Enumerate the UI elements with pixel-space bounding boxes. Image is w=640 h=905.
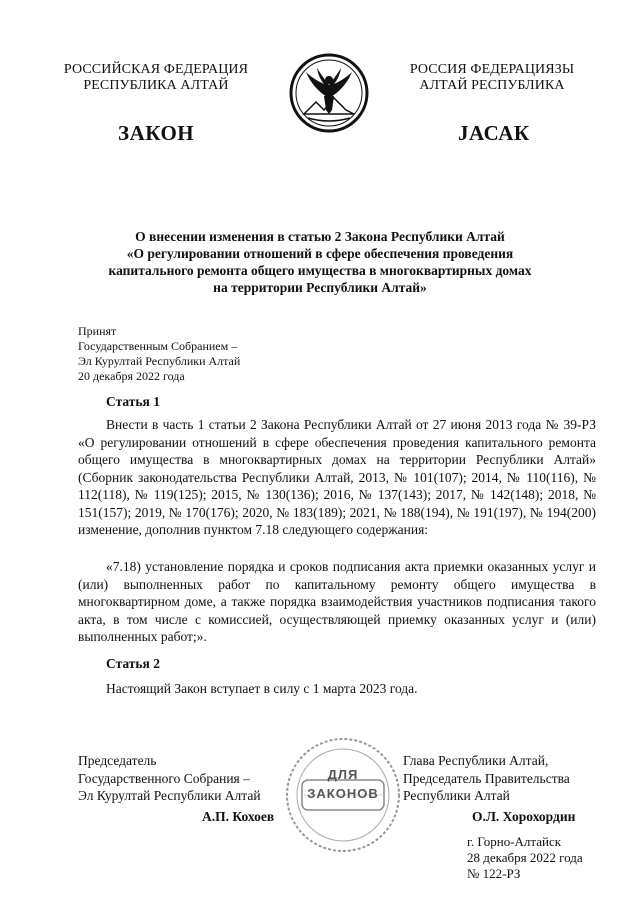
header-right-line1: РОССИЯ ФЕДЕРАЦИЯЗЫ	[409, 62, 575, 77]
signature-right-line1: Глава Республики Алтай,	[403, 753, 549, 768]
article-2-paragraph-1: Настоящий Закон вступает в силу с 1 марта 2023 года.	[106, 681, 418, 696]
signature-right-name: О.Л. Хорохордин	[472, 809, 576, 824]
adopted-line2: Государственным Собранием –	[78, 339, 238, 353]
document-title-line3: капитального ремонта общего имущества в многоквартирных домах	[108, 263, 532, 278]
law-title-right: ЈАСАК	[458, 121, 530, 145]
signature-left-line1: Председатель	[78, 753, 157, 768]
stamp	[284, 736, 402, 854]
stamp-line1: ДЛЯ	[327, 767, 359, 782]
signature-right	[403, 752, 570, 805]
header-left-line1: РОССИЙСКАЯ ФЕДЕРАЦИЯ	[63, 62, 249, 77]
article-1-paragraph-1: Внести в часть 1 статьи 2 Закона Республики Алтай от 27 июня 2013 года № 39-РЗ «О регулировании отношений в сфере обеспечения проведения капитального ремонта общего имущества в многоквартирных домах на территории Республики Алтай» (Сборник законодательства Республики Алтай, 2013, № 101(107); 2014, № 110(116), № 112(118), № 119(125); 2015, № 130(136); 2016, № 137(143); 2017, № 142(148); 2018, № 151(157); 2019, № 170(176); 2020, № 183(189); 2021, № 188(194), № 191(197), № 194(200) изменение, дополнив пунктом 7.18 следующего содержания:	[78, 417, 596, 537]
signature-left-line2: Государственного Собрания –	[78, 770, 250, 786]
header-right	[386, 62, 598, 94]
signature-right-line3: Республики Алтай	[403, 788, 510, 803]
footer-date: 28 декабря 2022 года	[467, 850, 583, 865]
law-title-left: ЗАКОН	[118, 121, 195, 145]
adopted-date: 20 декабря 2022 года	[78, 369, 185, 383]
footer-block	[467, 834, 583, 882]
signature-left	[78, 752, 261, 805]
footer-number: № 122-РЗ	[467, 866, 521, 881]
header-right-line2: АЛТАЙ РЕСПУБЛИКА	[419, 78, 565, 93]
header-left	[50, 62, 262, 94]
footer-city: г. Горно-Алтайск	[467, 834, 562, 849]
adopted-line1: Принят	[78, 324, 117, 338]
article-1-paragraph-2: «7.18) установление порядка и сроков подписания акта приемки оказанных услуг и (или) выполненных работ по капитальному ремонту общего имущества в многоквартирном доме, а также порядка взаимодействия участников подписания такого акта, в том числе с комиссией, осуществляющей приемку оказанных услуг и (или) выполненных работ;».	[78, 559, 596, 644]
document-title-line1: О внесении изменения в статью 2 Закона Республики Алтай	[135, 229, 505, 244]
header-left-line2: РЕСПУБЛИКА АЛТАЙ	[83, 78, 229, 93]
article-1-heading: Статья 1	[106, 394, 160, 409]
signature-right-line2: Председатель Правительства	[403, 770, 570, 786]
signature-left-name: А.П. Кохоев	[202, 809, 275, 824]
coat-of-arms-icon	[288, 52, 370, 134]
stamp-line2: ЗАКОНОВ	[307, 786, 379, 801]
article-2-heading: Статья 2	[106, 656, 160, 671]
adopted-block	[78, 324, 240, 384]
document-title	[70, 228, 570, 296]
signature-left-line3: Эл Курултай Республики Алтай	[78, 788, 261, 803]
document-title-line4: на территории Республики Алтай»	[213, 280, 427, 295]
adopted-line3: Эл Курултай Республики Алтай	[78, 354, 241, 368]
document-title-line2: «О регулировании отношений в сфере обеспечения проведения	[126, 246, 514, 261]
